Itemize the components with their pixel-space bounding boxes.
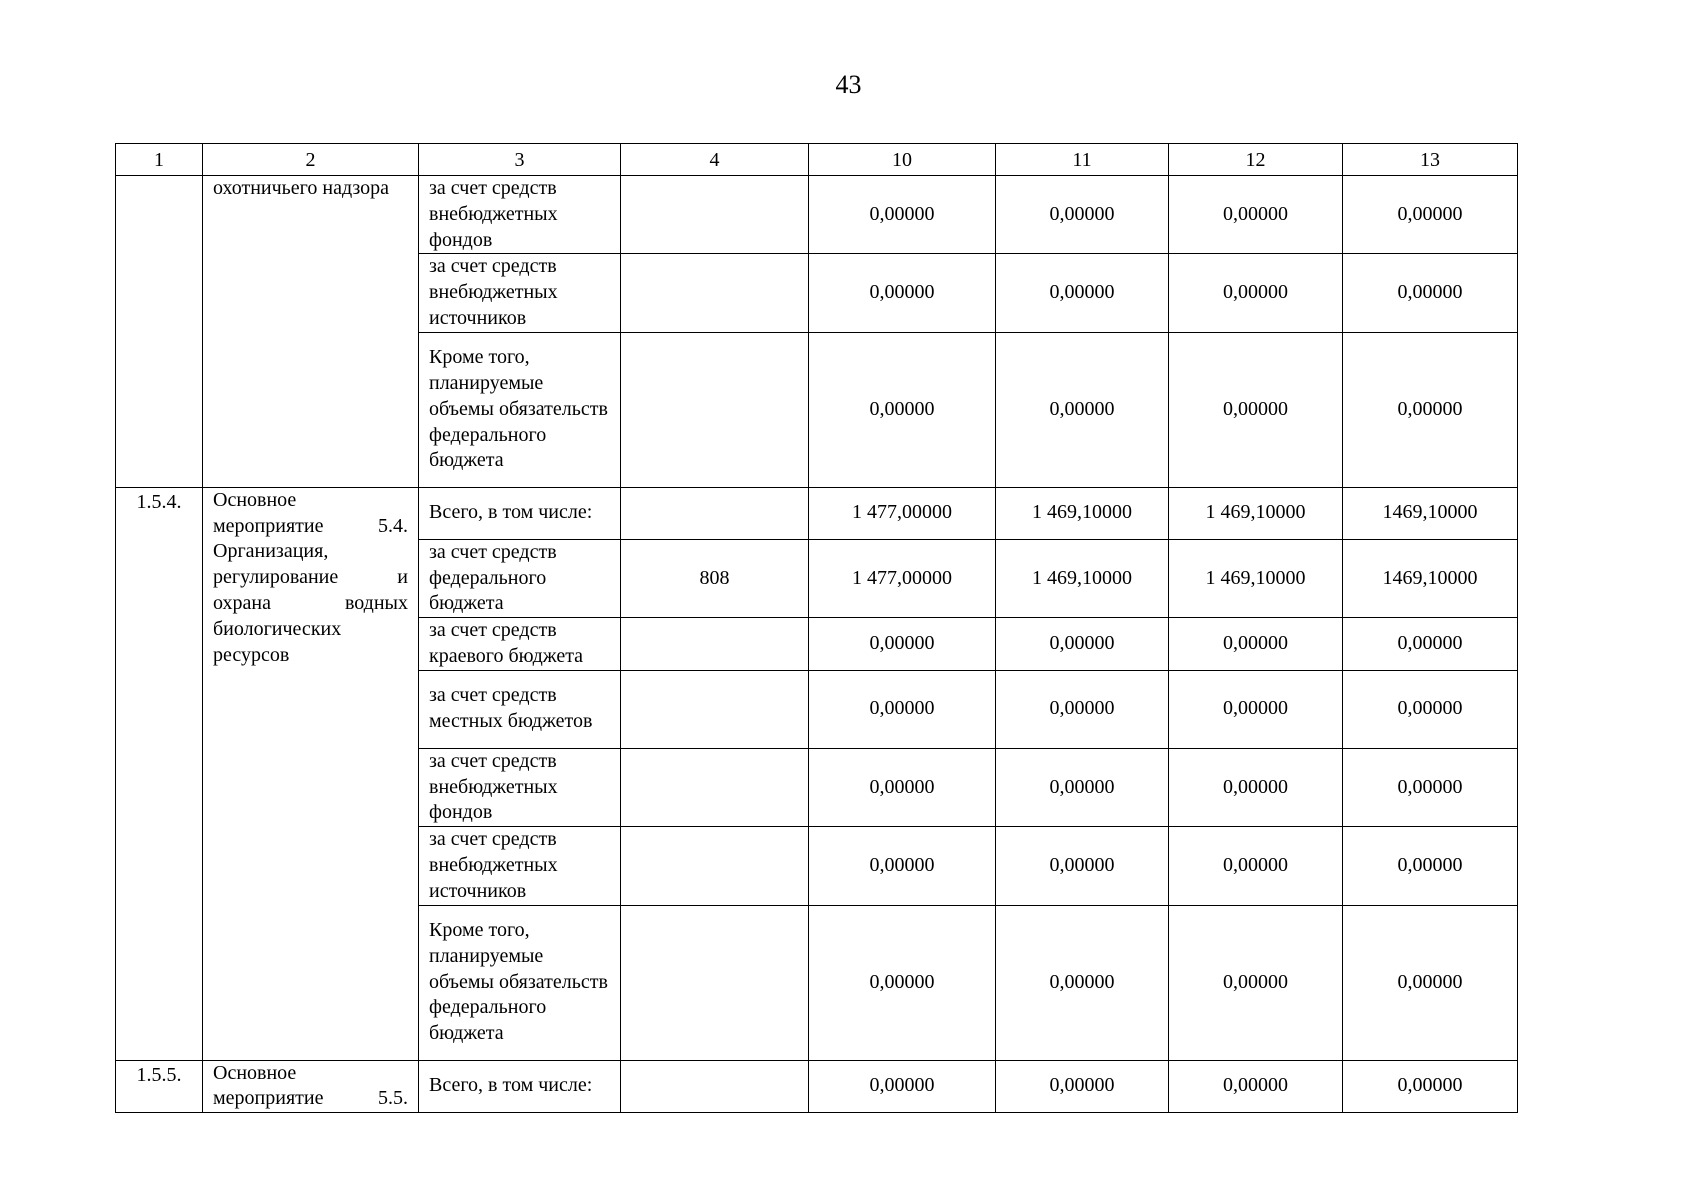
budget-code: 808 <box>621 539 809 617</box>
budget-code <box>621 670 809 748</box>
value-col-12: 0,00000 <box>1169 748 1343 826</box>
value-col-10: 0,00000 <box>809 748 996 826</box>
budget-code <box>621 176 809 254</box>
value-col-13: 0,00000 <box>1343 332 1518 487</box>
value-col-12: 0,00000 <box>1169 1060 1343 1113</box>
value-col-11: 0,00000 <box>996 827 1169 905</box>
value-col-13: 0,00000 <box>1343 670 1518 748</box>
budget-code <box>621 618 809 671</box>
value-col-11: 0,00000 <box>996 618 1169 671</box>
row-code: 1.5.4. <box>116 487 203 1060</box>
value-col-13: 0,00000 <box>1343 827 1518 905</box>
value-col-13: 0,00000 <box>1343 176 1518 254</box>
header-cell: 3 <box>419 144 621 176</box>
table-row <box>116 176 1518 254</box>
value-col-11: 0,00000 <box>996 1060 1169 1113</box>
value-col-12: 0,00000 <box>1169 176 1343 254</box>
value-col-10: 0,00000 <box>809 176 996 254</box>
value-col-13: 0,00000 <box>1343 905 1518 1060</box>
value-col-12: 0,00000 <box>1169 905 1343 1060</box>
budget-code <box>621 905 809 1060</box>
value-col-12: 0,00000 <box>1169 618 1343 671</box>
value-col-11: 1 469,10000 <box>996 487 1169 539</box>
table-row <box>116 1060 1518 1113</box>
value-col-11: 0,00000 <box>996 748 1169 826</box>
value-col-12: 1 469,10000 <box>1169 487 1343 539</box>
value-col-10: 0,00000 <box>809 254 996 332</box>
value-col-12: 0,00000 <box>1169 827 1343 905</box>
budget-code <box>621 1060 809 1113</box>
funding-source: за счет средств краевого бюджета <box>419 618 621 671</box>
value-col-10: 0,00000 <box>809 905 996 1060</box>
header-cell: 10 <box>809 144 996 176</box>
funding-source: за счет средств федерального бюджета <box>419 539 621 617</box>
value-col-10: 0,00000 <box>809 618 996 671</box>
value-col-10: 1 477,00000 <box>809 539 996 617</box>
value-col-12: 1 469,10000 <box>1169 539 1343 617</box>
value-col-13: 1469,10000 <box>1343 487 1518 539</box>
header-cell: 1 <box>116 144 203 176</box>
row-title: охотничьего надзора <box>203 176 419 488</box>
value-col-10: 0,00000 <box>809 332 996 487</box>
value-col-13: 1469,10000 <box>1343 539 1518 617</box>
header-cell: 4 <box>621 144 809 176</box>
funding-source: Кроме того, планируемые объемы обязательств федерального бюджета <box>419 905 621 1060</box>
header-cell: 13 <box>1343 144 1518 176</box>
value-col-11: 0,00000 <box>996 905 1169 1060</box>
value-col-12: 0,00000 <box>1169 254 1343 332</box>
table-header-row <box>116 144 1518 176</box>
header-cell: 12 <box>1169 144 1343 176</box>
value-col-13: 0,00000 <box>1343 254 1518 332</box>
page-number: 43 <box>835 70 862 99</box>
value-col-11: 0,00000 <box>996 254 1169 332</box>
value-col-11: 1 469,10000 <box>996 539 1169 617</box>
budget-table <box>115 143 1518 1113</box>
funding-source: Всего, в том числе: <box>419 487 621 539</box>
value-col-10: 1 477,00000 <box>809 487 996 539</box>
value-col-13: 0,00000 <box>1343 748 1518 826</box>
funding-source: Всего, в том числе: <box>419 1060 621 1113</box>
funding-source: за счет средств внебюджетных фондов <box>419 748 621 826</box>
budget-code <box>621 332 809 487</box>
value-col-12: 0,00000 <box>1169 332 1343 487</box>
budget-code <box>621 827 809 905</box>
row-title: Основное мероприятие 5.4. Организация, регулирование и охрана водных биологических ресурсов <box>203 487 419 1060</box>
value-col-11: 0,00000 <box>996 332 1169 487</box>
header-cell: 2 <box>203 144 419 176</box>
value-col-11: 0,00000 <box>996 176 1169 254</box>
budget-code <box>621 487 809 539</box>
row-code <box>116 176 203 488</box>
budget-code <box>621 748 809 826</box>
header-cell: 11 <box>996 144 1169 176</box>
funding-source: Кроме того, планируемые объемы обязательств федерального бюджета <box>419 332 621 487</box>
row-code: 1.5.5. <box>116 1060 203 1113</box>
table-row <box>116 487 1518 539</box>
value-col-11: 0,00000 <box>996 670 1169 748</box>
value-col-13: 0,00000 <box>1343 1060 1518 1113</box>
budget-code <box>621 254 809 332</box>
value-col-12: 0,00000 <box>1169 670 1343 748</box>
value-col-10: 0,00000 <box>809 1060 996 1113</box>
value-col-10: 0,00000 <box>809 670 996 748</box>
value-col-10: 0,00000 <box>809 827 996 905</box>
funding-source: за счет средств местных бюджетов <box>419 670 621 748</box>
funding-source: за счет средств внебюджетных источников <box>419 254 621 332</box>
row-title: Основное мероприятие 5.5. <box>203 1060 419 1113</box>
value-col-13: 0,00000 <box>1343 618 1518 671</box>
funding-source: за счет средств внебюджетных фондов <box>419 176 621 254</box>
funding-source: за счет средств внебюджетных источников <box>419 827 621 905</box>
